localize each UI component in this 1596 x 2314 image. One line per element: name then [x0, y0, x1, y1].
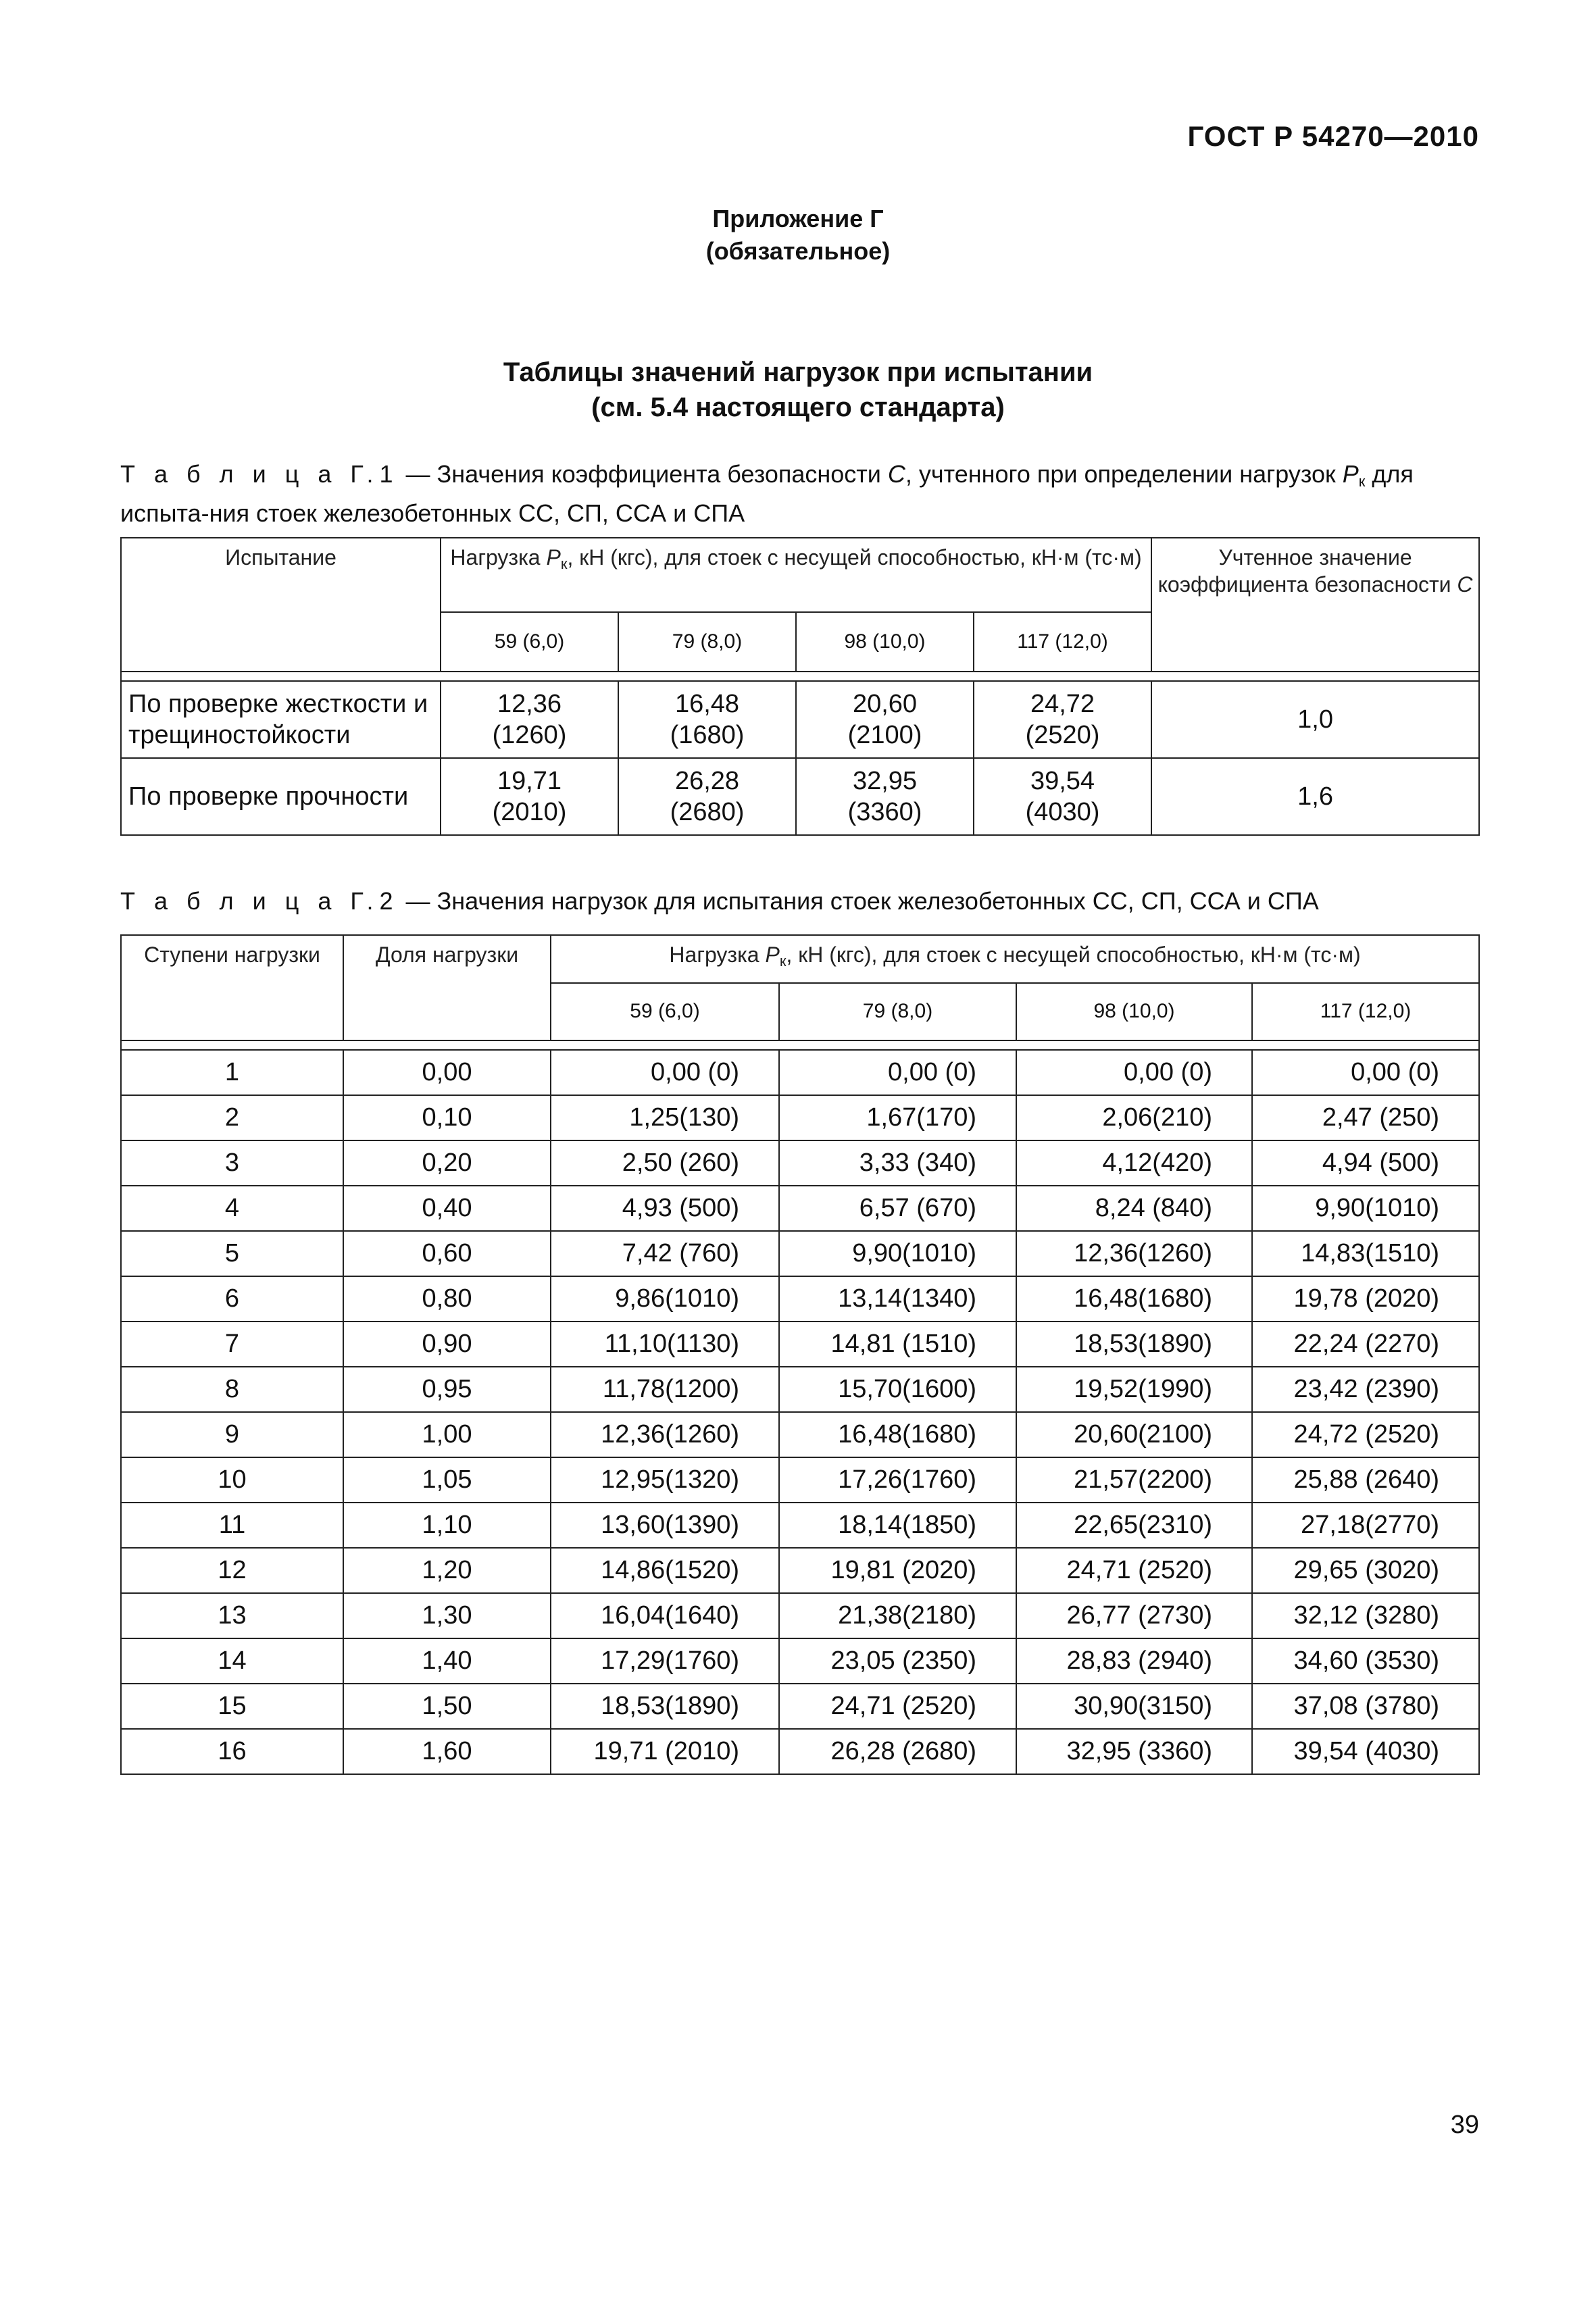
- table-g2-load-cell: 6,57 (670): [779, 1186, 1016, 1231]
- table-g2-step: 7: [121, 1322, 343, 1367]
- table-g2-load-cell: 7,42 (760): [551, 1231, 779, 1276]
- table-g2-share: 1,20: [343, 1548, 551, 1593]
- table-g1-header-coefficient: [1151, 538, 1479, 672]
- table-row: [121, 1367, 1479, 1412]
- load-kgf: (2010): [492, 798, 567, 826]
- symbol-subscript: к: [560, 555, 568, 572]
- table-g1-capacity-117: 117 (12,0): [974, 612, 1151, 672]
- table-g2-load-cell: 24,72 (2520): [1252, 1412, 1479, 1457]
- table-g1-load-cell: [618, 758, 796, 835]
- table-g1-capacity-59: 59 (6,0): [441, 612, 618, 672]
- table-g2-load-cell: 22,24 (2270): [1252, 1322, 1479, 1367]
- table-g2-share: 0,80: [343, 1276, 551, 1322]
- table-g2-load-cell: 29,65 (3020): [1252, 1548, 1479, 1593]
- table-g1-header-separator: [121, 672, 1479, 681]
- table-g2-load-cell: 9,90(1010): [779, 1231, 1016, 1276]
- section-title: [0, 355, 1596, 425]
- table-g2-load-cell: 23,05 (2350): [779, 1638, 1016, 1684]
- table-g2-share: 0,90: [343, 1322, 551, 1367]
- table-label: Т а б л и ц а Г.2: [120, 887, 399, 915]
- table-row: [121, 1412, 1479, 1457]
- table-g2-share: 1,05: [343, 1457, 551, 1503]
- section-title-line-1: Таблицы значений нагрузок при испытании: [503, 357, 1093, 387]
- table-row: [121, 681, 1479, 758]
- table-g1-load-cell: [441, 758, 618, 835]
- document-id: ГОСТ Р 54270—2010: [1187, 120, 1479, 152]
- table-g2-step: 13: [121, 1593, 343, 1638]
- table-g2-load-cell: 13,14(1340): [779, 1276, 1016, 1322]
- load-kn: 39,54: [1030, 767, 1095, 795]
- table-g2-step: 3: [121, 1140, 343, 1186]
- table-row: [121, 1503, 1479, 1548]
- text-fragment: , учтенного при определении нагрузок: [905, 460, 1343, 488]
- load-kn: 20,60: [852, 690, 918, 718]
- table-g1-load-cell: [974, 681, 1151, 758]
- table-g2-load-cell: 24,71 (2520): [779, 1684, 1016, 1729]
- math-symbol: C: [887, 460, 905, 488]
- table-g1-header-load: [441, 538, 1151, 612]
- table-g2-load-cell: 26,77 (2730): [1016, 1593, 1252, 1638]
- table-g2-load-cell: 32,12 (3280): [1252, 1593, 1479, 1638]
- table-g2-load-cell: 2,50 (260): [551, 1140, 779, 1186]
- table-g2-load-cell: 8,24 (840): [1016, 1186, 1252, 1231]
- table-g2-capacity-79: 79 (8,0): [779, 983, 1016, 1040]
- table-g2-load-cell: 18,14(1850): [779, 1503, 1016, 1548]
- table-g2-step: 10: [121, 1457, 343, 1503]
- table-g2-load-cell: 26,28 (2680): [779, 1729, 1016, 1774]
- table-row: [121, 1231, 1479, 1276]
- table-row: [121, 1638, 1479, 1684]
- math-symbol: P: [765, 942, 780, 967]
- table-g2-load-cell: 3,33 (340): [779, 1140, 1016, 1186]
- table-g2-load-cell: 14,81 (1510): [779, 1322, 1016, 1367]
- table-g2-share: 1,00: [343, 1412, 551, 1457]
- table-g2-load-cell: 11,10(1130): [551, 1322, 779, 1367]
- table-g2-step: 1: [121, 1050, 343, 1095]
- table-g2-share: 0,40: [343, 1186, 551, 1231]
- table-row: [121, 1684, 1479, 1729]
- table-g2-load-cell: 16,04(1640): [551, 1593, 779, 1638]
- table-g2-load-cell: 0,00 (0): [1252, 1050, 1479, 1095]
- table-g2-load-cell: 2,06(210): [1016, 1095, 1252, 1140]
- table-g2-load-cell: 18,53(1890): [551, 1684, 779, 1729]
- table-g2-load-cell: 30,90(3150): [1016, 1684, 1252, 1729]
- table-g2-load-cell: 1,67(170): [779, 1095, 1016, 1140]
- table-g2-step: 9: [121, 1412, 343, 1457]
- table-g2-step: 15: [121, 1684, 343, 1729]
- table-g2-capacity-117: 117 (12,0): [1252, 983, 1479, 1040]
- page-number: 39: [1450, 2111, 1479, 2139]
- table-g2-load-cell: 14,83(1510): [1252, 1231, 1479, 1276]
- table-g2-share: 0,00: [343, 1050, 551, 1095]
- load-kgf: (3360): [847, 798, 922, 826]
- table-g2-step: 16: [121, 1729, 343, 1774]
- table-g2-load-cell: 4,12(420): [1016, 1140, 1252, 1186]
- table-g2-load-cell: 4,93 (500): [551, 1186, 779, 1231]
- table-g2-load-cell: 22,65(2310): [1016, 1503, 1252, 1548]
- table-g2-step: 2: [121, 1095, 343, 1140]
- table-g2-load-cell: 1,25(130): [551, 1095, 779, 1140]
- table-g1: [120, 537, 1480, 836]
- table-g2-load-cell: 9,90(1010): [1252, 1186, 1479, 1231]
- table-g2-share: 1,30: [343, 1593, 551, 1638]
- table-g2-load-cell: 34,60 (3530): [1252, 1638, 1479, 1684]
- table-g2-load-cell: 17,29(1760): [551, 1638, 779, 1684]
- table-g2-share: 1,60: [343, 1729, 551, 1774]
- table-g1-capacity-79: 79 (8,0): [618, 612, 796, 672]
- table-g2-load-cell: 25,88 (2640): [1252, 1457, 1479, 1503]
- text-fragment: Учтенное значение коэффициента безопасности: [1157, 545, 1457, 597]
- load-kn: 19,71: [497, 767, 562, 795]
- table-g2-load-cell: 19,78 (2020): [1252, 1276, 1479, 1322]
- table-row: [121, 1729, 1479, 1774]
- table-g1-caption: [120, 458, 1478, 529]
- table-g2-load-cell: 9,86(1010): [551, 1276, 779, 1322]
- table-g2-step: 11: [121, 1503, 343, 1548]
- table-g2-load-cell: 0,00 (0): [551, 1050, 779, 1095]
- table-row: [121, 1593, 1479, 1638]
- table-row: [121, 1457, 1479, 1503]
- table-label: Т а б л и ц а Г.1: [120, 460, 399, 488]
- table-g2-step: 8: [121, 1367, 343, 1412]
- table-g2-step: 5: [121, 1231, 343, 1276]
- table-g2-load-cell: 21,57(2200): [1016, 1457, 1252, 1503]
- table-row: [121, 1186, 1479, 1231]
- table-g1-header-test: Испытание: [121, 538, 441, 672]
- table-g1-load-cell: [796, 681, 974, 758]
- table-row: [121, 758, 1479, 835]
- table-g1-load-cell: [974, 758, 1151, 835]
- math-symbol: P: [546, 545, 561, 570]
- table-g2-load-cell: 18,53(1890): [1016, 1322, 1252, 1367]
- table-g2-load-cell: 12,36(1260): [551, 1412, 779, 1457]
- appendix-heading: [0, 203, 1596, 268]
- text-fragment: , кН (кгс), для стоек с несущей способностью, кН·м (тс·м): [567, 545, 1142, 570]
- table-g1-load-cell: [441, 681, 618, 758]
- table-g2-caption: [120, 885, 1478, 917]
- table-g2-step: 6: [121, 1276, 343, 1322]
- table-g2-step: 4: [121, 1186, 343, 1231]
- table-g2-load-cell: 20,60(2100): [1016, 1412, 1252, 1457]
- table-g2-capacity-98: 98 (10,0): [1016, 983, 1252, 1040]
- table-g2-load-cell: 4,94 (500): [1252, 1140, 1479, 1186]
- table-g2-load-cell: 2,47 (250): [1252, 1095, 1479, 1140]
- table-g2-load-cell: 37,08 (3780): [1252, 1684, 1479, 1729]
- math-symbol: P: [1342, 460, 1359, 488]
- text-fragment: , кН (кгс), для стоек с несущей способностью, кН·м (тс·м): [786, 942, 1361, 967]
- table-g1-test-name: По проверке прочности: [121, 758, 441, 835]
- table-g2-header-share: Доля нагрузки: [343, 935, 551, 1040]
- table-g2-header-step: Ступени нагрузки: [121, 935, 343, 1040]
- text-fragment: — Значения нагрузок для испытания стоек железобетонных СС, СП, ССА и СПА: [399, 887, 1319, 915]
- table-g2-load-cell: 15,70(1600): [779, 1367, 1016, 1412]
- load-kn: 32,95: [852, 767, 918, 795]
- table-row: [121, 1548, 1479, 1593]
- table-g2-load-cell: 19,52(1990): [1016, 1367, 1252, 1412]
- table-g2-load-cell: 19,71 (2010): [551, 1729, 779, 1774]
- table-g1-coefficient: 1,6: [1151, 758, 1479, 835]
- table-g2-load-cell: 19,81 (2020): [779, 1548, 1016, 1593]
- table-g2-share: 0,60: [343, 1231, 551, 1276]
- symbol-subscript: к: [1358, 473, 1366, 490]
- table-g2-load-cell: 0,00 (0): [1016, 1050, 1252, 1095]
- table-g2-load-cell: 16,48(1680): [1016, 1276, 1252, 1322]
- load-kn: 12,36: [497, 690, 562, 718]
- text-fragment: для испыта-ния стоек железобетонных СС, СП, ССА и СПА: [120, 460, 1414, 527]
- table-g2-load-cell: 12,36(1260): [1016, 1231, 1252, 1276]
- load-kgf: (2520): [1025, 721, 1100, 749]
- table-g2-share: 0,10: [343, 1095, 551, 1140]
- table-row: [121, 1276, 1479, 1322]
- load-kgf: (4030): [1025, 798, 1100, 826]
- table-g2-share: 0,20: [343, 1140, 551, 1186]
- table-g2-header-load: [551, 935, 1479, 983]
- load-kgf: (1680): [670, 721, 745, 749]
- table-row: [121, 1050, 1479, 1095]
- table-g2: [120, 934, 1480, 1775]
- table-g2-load-cell: 16,48(1680): [779, 1412, 1016, 1457]
- table-g2-load-cell: 21,38(2180): [779, 1593, 1016, 1638]
- load-kn: 16,48: [674, 690, 740, 718]
- load-kgf: (2680): [670, 798, 745, 826]
- symbol-subscript: к: [779, 953, 787, 970]
- table-g2-header-separator: [121, 1040, 1479, 1050]
- table-g2-share: 0,95: [343, 1367, 551, 1412]
- table-g2-step: 12: [121, 1548, 343, 1593]
- table-g2-share: 1,10: [343, 1503, 551, 1548]
- table-row: [121, 1140, 1479, 1186]
- table-g2-load-cell: 28,83 (2940): [1016, 1638, 1252, 1684]
- table-g2-load-cell: 32,95 (3360): [1016, 1729, 1252, 1774]
- table-g2-load-cell: 24,71 (2520): [1016, 1548, 1252, 1593]
- load-kgf: (1260): [492, 721, 567, 749]
- table-g2-load-cell: 13,60(1390): [551, 1503, 779, 1548]
- table-g2-load-cell: 11,78(1200): [551, 1367, 779, 1412]
- table-g1-coefficient: 1,0: [1151, 681, 1479, 758]
- appendix-name: Приложение Г: [712, 205, 884, 232]
- load-kn: 24,72: [1030, 690, 1095, 718]
- table-g2-load-cell: 27,18(2770): [1252, 1503, 1479, 1548]
- table-row: [121, 1095, 1479, 1140]
- text-fragment: Нагрузка: [450, 545, 547, 570]
- table-g2-step: 14: [121, 1638, 343, 1684]
- table-g2-share: 1,50: [343, 1684, 551, 1729]
- table-g2-load-cell: 23,42 (2390): [1252, 1367, 1479, 1412]
- section-title-line-2: (см. 5.4 настоящего стандарта): [591, 393, 1005, 422]
- table-g2-load-cell: 17,26(1760): [779, 1457, 1016, 1503]
- table-g2-share: 1,40: [343, 1638, 551, 1684]
- table-row: [121, 1322, 1479, 1367]
- table-g2-load-cell: 39,54 (4030): [1252, 1729, 1479, 1774]
- appendix-status: (обязательное): [705, 237, 891, 265]
- table-g1-capacity-98: 98 (10,0): [796, 612, 974, 672]
- load-kn: 26,28: [674, 767, 740, 795]
- table-g2-load-cell: 12,95(1320): [551, 1457, 779, 1503]
- table-g2-load-cell: 0,00 (0): [779, 1050, 1016, 1095]
- text-fragment: — Значения коэффициента безопасности: [399, 460, 888, 488]
- table-g1-load-cell: [796, 758, 974, 835]
- table-g1-test-name: По проверке жесткости и трещиностойкости: [121, 681, 441, 758]
- load-kgf: (2100): [847, 721, 922, 749]
- table-g1-load-cell: [618, 681, 796, 758]
- table-g2-capacity-59: 59 (6,0): [551, 983, 779, 1040]
- text-fragment: Нагрузка: [669, 942, 766, 967]
- math-symbol: C: [1457, 572, 1473, 597]
- table-g2-load-cell: 14,86(1520): [551, 1548, 779, 1593]
